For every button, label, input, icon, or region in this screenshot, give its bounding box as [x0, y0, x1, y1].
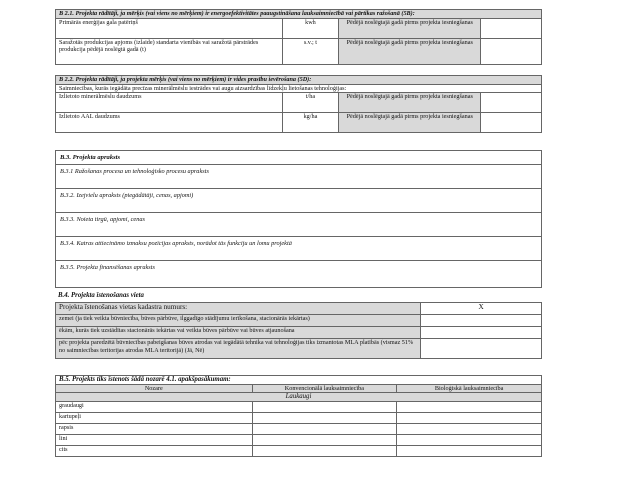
b4-table [55, 302, 542, 359]
b4-row-label: zemei (ja tiek veikta būvniecība, būves pārbūve, ilggadīgo stādījumu ierīkošana, stacionārās iekārtas) [56, 315, 421, 327]
b21-row-note: Pēdējā noslēgtajā gadā pirms projekta iesniegšanas [339, 38, 481, 64]
b5-bio-input[interactable] [397, 401, 542, 412]
b5-conv-input[interactable] [252, 401, 397, 412]
b5-row-label: rapsis [56, 423, 253, 434]
b22-row-note: Pēdējā noslēgtajā gadā pirms projekta iesniegšanas [339, 113, 481, 133]
b22-subheader: Saimniecības, kurās iegādāta precīzas minerālmēslu iestrādes vai augu aizsardzības līdzekļu lietošanas tehnoloģijas: [56, 84, 542, 93]
b5-conv-input[interactable] [252, 445, 397, 456]
b3-section [55, 150, 542, 288]
b22-row-unit: kg/ha [282, 113, 339, 133]
b4-row-label: Projekta īstenošanas vietas kadastra numurs: [56, 303, 421, 315]
b5-bio-input[interactable] [397, 423, 542, 434]
b5-bio-input[interactable] [397, 412, 542, 423]
b5-col-header: Nozare [56, 384, 253, 393]
b5-conv-input[interactable] [252, 434, 397, 445]
b4-title: B.4. Projekta īstenošanas vieta [58, 292, 144, 299]
b5-conv-input[interactable] [252, 423, 397, 434]
b21-row-unit: s.v.; t [282, 38, 339, 64]
b5-bio-input[interactable] [397, 434, 542, 445]
b5-title: B.5. Projekts tiks īstenots šādā nozarē 4.1. apakšpasākumam: [56, 376, 542, 385]
b5-col-header: Konvencionālā lauksaimniecība [252, 384, 397, 393]
b3-item[interactable]: B.3.3. Noieta tirgū, apjomi, cenas [56, 213, 541, 237]
b5-bio-input[interactable] [397, 445, 542, 456]
b21-row-value-input[interactable] [481, 38, 542, 64]
b5-section-header: Laukaugi [56, 393, 542, 402]
b4-row-label: pēc projekta paredzētā būvniecības pabeigšanas būves atrodas vai iegādātā tehnika vai tehnoloģijas tiks izmantotas MLA platībās (vismaz 51% no saimniecības teritorijas atrodas MLA teritorijā) (Jā, Nē) [56, 339, 421, 359]
b22-row-value-input[interactable] [481, 113, 542, 133]
b22-row-note: Pēdējā noslēgtajā gadā pirms projekta iesniegšanas [339, 93, 481, 113]
b5-row-label: graudaugi [56, 401, 253, 412]
b4-row-input[interactable] [421, 315, 542, 327]
b5-col-header: Bioloģiskā lauksaimniecība [397, 384, 542, 393]
b4-row-label: ēkām, kurās tiek uzstādītas stacionārās iekārtas vai veikta būves pārbūve vai būves atjaunošana [56, 327, 421, 339]
b3-title: B.3. Projekta apraksts [56, 151, 541, 165]
b21-row-label: Saražotās produkcijas apjoms (izlaide) standarta vienībās vai saražotā pārstrādes produkcija pēdējā noslēgtā gadā (t) [56, 38, 283, 64]
b5-conv-input[interactable] [252, 412, 397, 423]
b3-item[interactable]: B.3.4. Katras attiecināmo izmaksu pozīcijas apraksts, norādot tās funkciju un lomu projektā [56, 237, 541, 261]
b21-row-note: Pēdējā noslēgtajā gadā pirms projekta iesniegšanas [339, 18, 481, 38]
b5-row-label: lini [56, 434, 253, 445]
b22-row-label: Izlietoto minerālmēslu daudzums [56, 93, 283, 113]
b4-cadastre-input[interactable]: X [421, 303, 542, 315]
b21-row-value-input[interactable] [481, 18, 542, 38]
b3-item[interactable]: B.3.5. Projekta finansēšanas apraksts [60, 264, 155, 271]
b22-row-value-input[interactable] [481, 93, 542, 113]
b3-item[interactable]: B.3.2. Izejvielu apraksts (piegādātāji, cenas, apjomi) [56, 189, 541, 213]
b22-row-label: Izlietoto AAL daudzums [56, 113, 283, 133]
b21-header: B 2.1. Projekta rādītāji, ja mērķis (vai viens no mērķiem) ir energoefektivitātes paaugstināšana lauksaimniecībā vai pārtikas ražošanā (5B): [56, 10, 542, 19]
b3-item[interactable]: B.3.1 Ražošanas procesa un tehnoloģisko procesu apraksts [56, 165, 541, 189]
b5-row-label: cits [56, 445, 253, 456]
b4-row-input[interactable] [421, 327, 542, 339]
b5-row-label: kartupeļi [56, 412, 253, 423]
b21-row-label: Primārās enerģijas gala patēriņš [56, 18, 283, 38]
b4-row-input[interactable] [421, 339, 542, 359]
b21-row-unit: kwh [282, 18, 339, 38]
b5-table [55, 375, 542, 457]
b22-row-unit: t/ha [282, 93, 339, 113]
b22-header: B 2.2. Projekta rādītāji, ja projekta mērķis (vai viens no mērķiem) ir vides prasību ievērošana (5D): [56, 76, 542, 85]
b22-table [55, 75, 542, 133]
b21-table [55, 9, 542, 65]
